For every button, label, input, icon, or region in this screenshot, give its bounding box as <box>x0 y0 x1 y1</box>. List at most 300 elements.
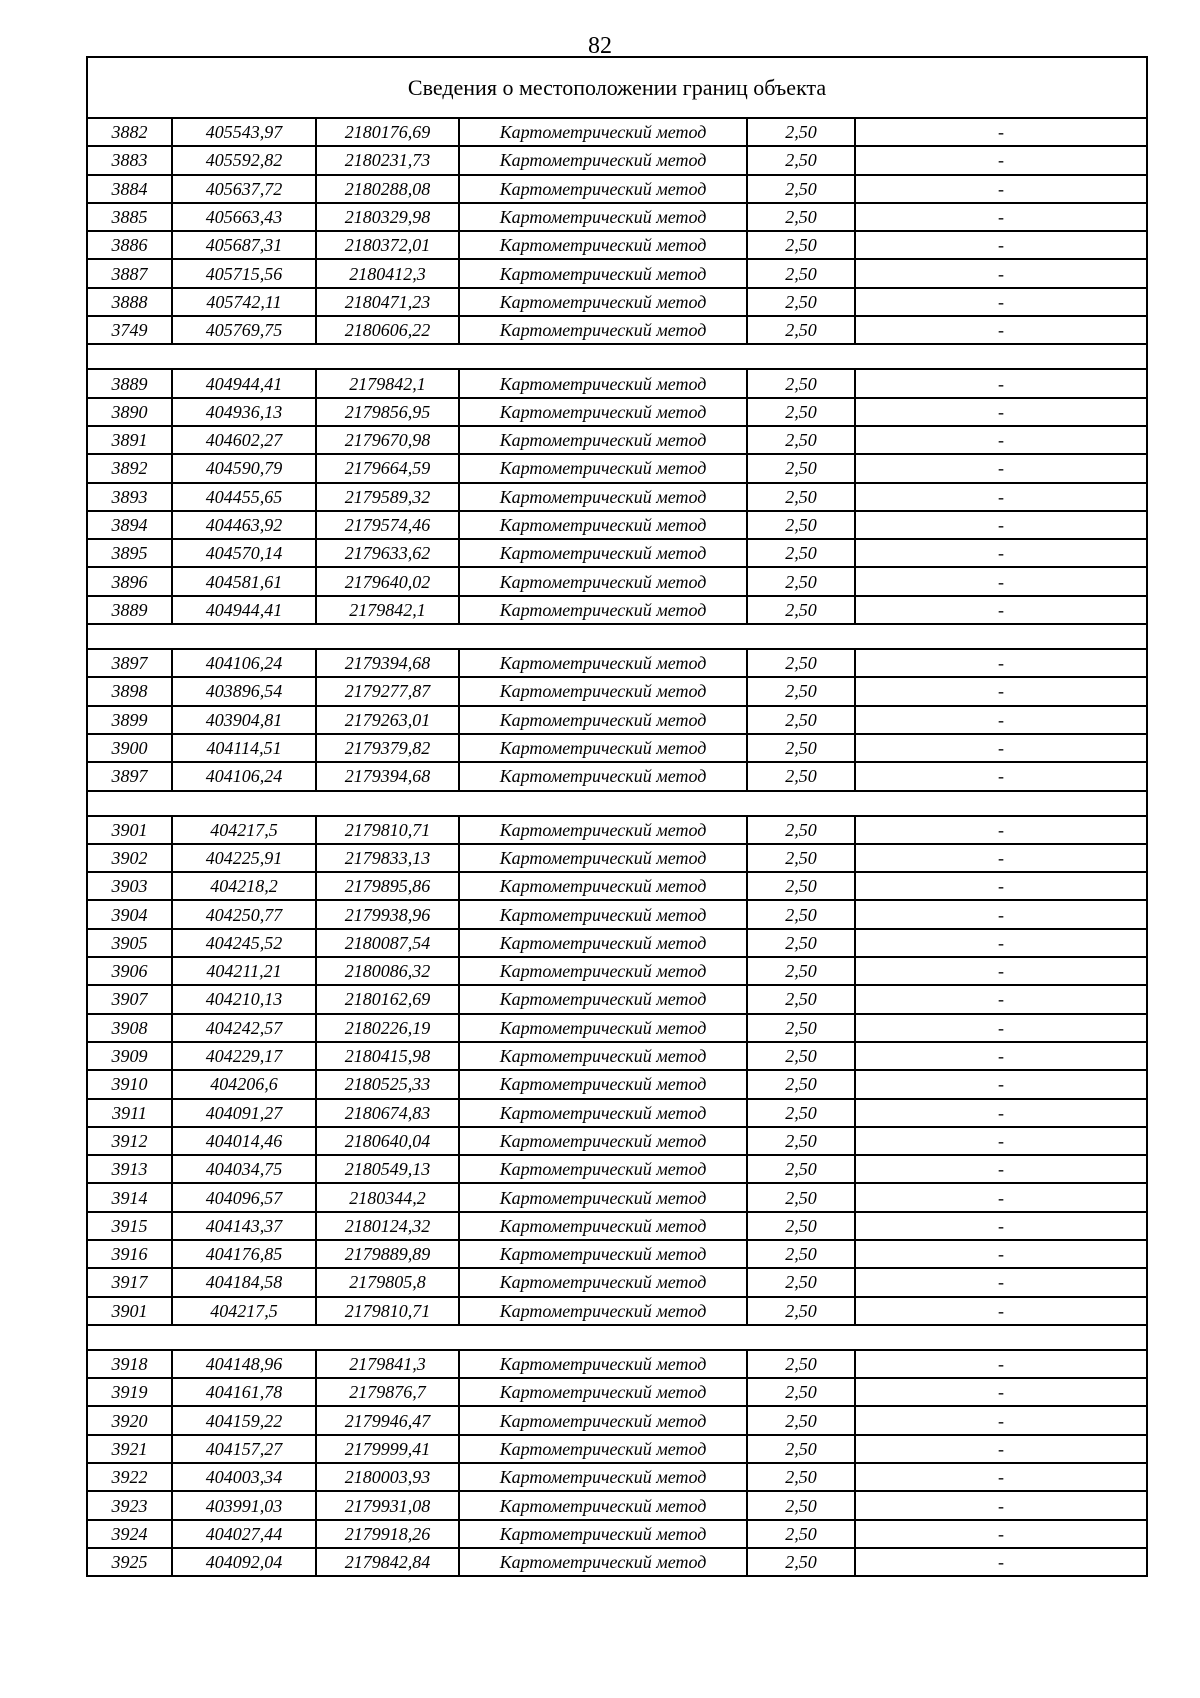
description-cell: - <box>855 1127 1147 1155</box>
determination-method-cell: Картометрический метод <box>459 762 747 790</box>
y-coordinate-cell: 2179805,8 <box>316 1268 459 1296</box>
x-coordinate-cell: 404106,24 <box>172 649 316 677</box>
table-title-row <box>87 57 1147 118</box>
x-coordinate-cell: 404096,57 <box>172 1183 316 1211</box>
accuracy-cell: 2,50 <box>747 175 855 203</box>
point-number-cell: 3923 <box>87 1491 172 1519</box>
description-cell: - <box>855 816 1147 844</box>
accuracy-cell: 2,50 <box>747 1099 855 1127</box>
y-coordinate-cell: 2179810,71 <box>316 1297 459 1325</box>
determination-method-cell: Картометрический метод <box>459 1297 747 1325</box>
description-cell: - <box>855 844 1147 872</box>
x-coordinate-cell: 404944,41 <box>172 596 316 624</box>
table-row <box>87 844 1147 872</box>
table-row <box>87 1378 1147 1406</box>
point-number-cell: 3917 <box>87 1268 172 1296</box>
x-coordinate-cell: 404581,61 <box>172 567 316 595</box>
determination-method-cell: Картометрический метод <box>459 175 747 203</box>
accuracy-cell: 2,50 <box>747 872 855 900</box>
accuracy-cell: 2,50 <box>747 1297 855 1325</box>
description-cell: - <box>855 1406 1147 1434</box>
accuracy-cell: 2,50 <box>747 1070 855 1098</box>
description-cell: - <box>855 567 1147 595</box>
point-number-cell: 3749 <box>87 316 172 344</box>
table-row <box>87 1435 1147 1463</box>
separator-row <box>87 791 1147 816</box>
x-coordinate-cell: 405543,97 <box>172 118 316 146</box>
y-coordinate-cell: 2180226,19 <box>316 1014 459 1042</box>
point-number-cell: 3922 <box>87 1463 172 1491</box>
table-row <box>87 1406 1147 1434</box>
table-row <box>87 929 1147 957</box>
determination-method-cell: Картометрический метод <box>459 1099 747 1127</box>
determination-method-cell: Картометрический метод <box>459 816 747 844</box>
y-coordinate-cell: 2180087,54 <box>316 929 459 957</box>
description-cell: - <box>855 1014 1147 1042</box>
accuracy-cell: 2,50 <box>747 734 855 762</box>
accuracy-cell: 2,50 <box>747 567 855 595</box>
y-coordinate-cell: 2179574,46 <box>316 511 459 539</box>
point-number-cell: 3910 <box>87 1070 172 1098</box>
point-number-cell: 3908 <box>87 1014 172 1042</box>
accuracy-cell: 2,50 <box>747 426 855 454</box>
table-row <box>87 567 1147 595</box>
determination-method-cell: Картометрический метод <box>459 1520 747 1548</box>
point-number-cell: 3890 <box>87 398 172 426</box>
determination-method-cell: Картометрический метод <box>459 369 747 397</box>
y-coordinate-cell: 2180412,3 <box>316 259 459 287</box>
point-number-cell: 3884 <box>87 175 172 203</box>
accuracy-cell: 2,50 <box>747 1212 855 1240</box>
x-coordinate-cell: 403896,54 <box>172 677 316 705</box>
y-coordinate-cell: 2180606,22 <box>316 316 459 344</box>
determination-method-cell: Картометрический метод <box>459 929 747 957</box>
table-row <box>87 259 1147 287</box>
point-number-cell: 3888 <box>87 288 172 316</box>
x-coordinate-cell: 404176,85 <box>172 1240 316 1268</box>
table-row <box>87 1520 1147 1548</box>
point-number-cell: 3901 <box>87 816 172 844</box>
x-coordinate-cell: 404143,37 <box>172 1212 316 1240</box>
y-coordinate-cell: 2179633,62 <box>316 539 459 567</box>
determination-method-cell: Картометрический метод <box>459 259 747 287</box>
description-cell: - <box>855 1268 1147 1296</box>
determination-method-cell: Картометрический метод <box>459 1435 747 1463</box>
determination-method-cell: Картометрический метод <box>459 483 747 511</box>
determination-method-cell: Картометрический метод <box>459 649 747 677</box>
description-cell: - <box>855 1548 1147 1576</box>
y-coordinate-cell: 2179277,87 <box>316 677 459 705</box>
y-coordinate-cell: 2180549,13 <box>316 1155 459 1183</box>
determination-method-cell: Картометрический метод <box>459 677 747 705</box>
point-number-cell: 3889 <box>87 369 172 397</box>
description-cell: - <box>855 483 1147 511</box>
description-cell: - <box>855 1435 1147 1463</box>
table-row <box>87 398 1147 426</box>
point-number-cell: 3919 <box>87 1378 172 1406</box>
y-coordinate-cell: 2179810,71 <box>316 816 459 844</box>
accuracy-cell: 2,50 <box>747 1350 855 1378</box>
y-coordinate-cell: 2180471,23 <box>316 288 459 316</box>
description-cell: - <box>855 1491 1147 1519</box>
description-cell: - <box>855 369 1147 397</box>
determination-method-cell: Картометрический метод <box>459 1463 747 1491</box>
y-coordinate-cell: 2180086,32 <box>316 957 459 985</box>
table-row <box>87 1042 1147 1070</box>
x-coordinate-cell: 404229,17 <box>172 1042 316 1070</box>
accuracy-cell: 2,50 <box>747 706 855 734</box>
accuracy-cell: 2,50 <box>747 1042 855 1070</box>
determination-method-cell: Картометрический метод <box>459 146 747 174</box>
y-coordinate-cell: 2179938,96 <box>316 900 459 928</box>
table-row <box>87 511 1147 539</box>
accuracy-cell: 2,50 <box>747 844 855 872</box>
determination-method-cell: Картометрический метод <box>459 1070 747 1098</box>
point-number-cell: 3904 <box>87 900 172 928</box>
point-number-cell: 3899 <box>87 706 172 734</box>
accuracy-cell: 2,50 <box>747 539 855 567</box>
x-coordinate-cell: 404157,27 <box>172 1435 316 1463</box>
x-coordinate-cell: 404106,24 <box>172 762 316 790</box>
table-row <box>87 706 1147 734</box>
point-number-cell: 3909 <box>87 1042 172 1070</box>
y-coordinate-cell: 2179670,98 <box>316 426 459 454</box>
x-coordinate-cell: 405715,56 <box>172 259 316 287</box>
y-coordinate-cell: 2179876,7 <box>316 1378 459 1406</box>
table-body <box>87 57 1147 1576</box>
y-coordinate-cell: 2180176,69 <box>316 118 459 146</box>
x-coordinate-cell: 404242,57 <box>172 1014 316 1042</box>
y-coordinate-cell: 2180640,04 <box>316 1127 459 1155</box>
table-row <box>87 288 1147 316</box>
table-row <box>87 483 1147 511</box>
x-coordinate-cell: 404092,04 <box>172 1548 316 1576</box>
x-coordinate-cell: 405687,31 <box>172 231 316 259</box>
x-coordinate-cell: 404210,13 <box>172 985 316 1013</box>
determination-method-cell: Картометрический метод <box>459 1155 747 1183</box>
point-number-cell: 3897 <box>87 762 172 790</box>
accuracy-cell: 2,50 <box>747 677 855 705</box>
table-row <box>87 1463 1147 1491</box>
accuracy-cell: 2,50 <box>747 1183 855 1211</box>
point-number-cell: 3900 <box>87 734 172 762</box>
determination-method-cell: Картометрический метод <box>459 1014 747 1042</box>
y-coordinate-cell: 2179842,1 <box>316 369 459 397</box>
description-cell: - <box>855 146 1147 174</box>
determination-method-cell: Картометрический метод <box>459 957 747 985</box>
y-coordinate-cell: 2179664,59 <box>316 454 459 482</box>
x-coordinate-cell: 404206,6 <box>172 1070 316 1098</box>
determination-method-cell: Картометрический метод <box>459 844 747 872</box>
description-cell: - <box>855 985 1147 1013</box>
table-row <box>87 985 1147 1013</box>
description-cell: - <box>855 1183 1147 1211</box>
point-number-cell: 3906 <box>87 957 172 985</box>
accuracy-cell: 2,50 <box>747 596 855 624</box>
point-number-cell: 3883 <box>87 146 172 174</box>
separator-cell <box>87 344 1147 369</box>
description-cell: - <box>855 1155 1147 1183</box>
x-coordinate-cell: 404211,21 <box>172 957 316 985</box>
table-row <box>87 369 1147 397</box>
x-coordinate-cell: 404570,14 <box>172 539 316 567</box>
description-cell: - <box>855 1350 1147 1378</box>
determination-method-cell: Картометрический метод <box>459 118 747 146</box>
description-cell: - <box>855 872 1147 900</box>
table-row <box>87 1548 1147 1576</box>
x-coordinate-cell: 404148,96 <box>172 1350 316 1378</box>
point-number-cell: 3896 <box>87 567 172 595</box>
table-row <box>87 1127 1147 1155</box>
accuracy-cell: 2,50 <box>747 985 855 1013</box>
x-coordinate-cell: 404217,5 <box>172 1297 316 1325</box>
y-coordinate-cell: 2179589,32 <box>316 483 459 511</box>
accuracy-cell: 2,50 <box>747 146 855 174</box>
description-cell: - <box>855 1297 1147 1325</box>
table-row <box>87 1155 1147 1183</box>
separator-cell <box>87 791 1147 816</box>
x-coordinate-cell: 403904,81 <box>172 706 316 734</box>
point-number-cell: 3916 <box>87 1240 172 1268</box>
y-coordinate-cell: 2179833,13 <box>316 844 459 872</box>
y-coordinate-cell: 2179640,02 <box>316 567 459 595</box>
accuracy-cell: 2,50 <box>747 454 855 482</box>
x-coordinate-cell: 404027,44 <box>172 1520 316 1548</box>
point-number-cell: 3921 <box>87 1435 172 1463</box>
description-cell: - <box>855 426 1147 454</box>
determination-method-cell: Картометрический метод <box>459 1378 747 1406</box>
accuracy-cell: 2,50 <box>747 1520 855 1548</box>
determination-method-cell: Картометрический метод <box>459 288 747 316</box>
determination-method-cell: Картометрический метод <box>459 1127 747 1155</box>
table-row <box>87 957 1147 985</box>
point-number-cell: 3901 <box>87 1297 172 1325</box>
y-coordinate-cell: 2179946,47 <box>316 1406 459 1434</box>
description-cell: - <box>855 1520 1147 1548</box>
accuracy-cell: 2,50 <box>747 203 855 231</box>
point-number-cell: 3891 <box>87 426 172 454</box>
determination-method-cell: Картометрический метод <box>459 1548 747 1576</box>
accuracy-cell: 2,50 <box>747 316 855 344</box>
description-cell: - <box>855 118 1147 146</box>
accuracy-cell: 2,50 <box>747 1240 855 1268</box>
determination-method-cell: Картометрический метод <box>459 985 747 1013</box>
point-number-cell: 3907 <box>87 985 172 1013</box>
point-number-cell: 3885 <box>87 203 172 231</box>
accuracy-cell: 2,50 <box>747 1463 855 1491</box>
point-number-cell: 3895 <box>87 539 172 567</box>
description-cell: - <box>855 231 1147 259</box>
separator-cell <box>87 1325 1147 1350</box>
y-coordinate-cell: 2179895,86 <box>316 872 459 900</box>
point-number-cell: 3925 <box>87 1548 172 1576</box>
description-cell: - <box>855 539 1147 567</box>
determination-method-cell: Картометрический метод <box>459 539 747 567</box>
point-number-cell: 3913 <box>87 1155 172 1183</box>
x-coordinate-cell: 405637,72 <box>172 175 316 203</box>
determination-method-cell: Картометрический метод <box>459 900 747 928</box>
x-coordinate-cell: 404455,65 <box>172 483 316 511</box>
point-number-cell: 3887 <box>87 259 172 287</box>
x-coordinate-cell: 404034,75 <box>172 1155 316 1183</box>
table-row <box>87 816 1147 844</box>
table-row <box>87 677 1147 705</box>
description-cell: - <box>855 398 1147 426</box>
accuracy-cell: 2,50 <box>747 957 855 985</box>
description-cell: - <box>855 1042 1147 1070</box>
table-row <box>87 203 1147 231</box>
description-cell: - <box>855 454 1147 482</box>
point-number-cell: 3889 <box>87 596 172 624</box>
determination-method-cell: Картометрический метод <box>459 1212 747 1240</box>
table-row <box>87 1070 1147 1098</box>
point-number-cell: 3918 <box>87 1350 172 1378</box>
y-coordinate-cell: 2179999,41 <box>316 1435 459 1463</box>
page-number: 82 <box>588 33 612 59</box>
y-coordinate-cell: 2179842,84 <box>316 1548 459 1576</box>
table-row <box>87 1350 1147 1378</box>
table-row <box>87 900 1147 928</box>
determination-method-cell: Картометрический метод <box>459 426 747 454</box>
table-row <box>87 175 1147 203</box>
x-coordinate-cell: 404463,92 <box>172 511 316 539</box>
accuracy-cell: 2,50 <box>747 1268 855 1296</box>
description-cell: - <box>855 1070 1147 1098</box>
x-coordinate-cell: 403991,03 <box>172 1491 316 1519</box>
point-number-cell: 3914 <box>87 1183 172 1211</box>
determination-method-cell: Картометрический метод <box>459 706 747 734</box>
x-coordinate-cell: 404091,27 <box>172 1099 316 1127</box>
y-coordinate-cell: 2180288,08 <box>316 175 459 203</box>
x-coordinate-cell: 404590,79 <box>172 454 316 482</box>
accuracy-cell: 2,50 <box>747 1378 855 1406</box>
accuracy-cell: 2,50 <box>747 649 855 677</box>
point-number-cell: 3924 <box>87 1520 172 1548</box>
x-coordinate-cell: 404225,91 <box>172 844 316 872</box>
determination-method-cell: Картометрический метод <box>459 203 747 231</box>
table-row <box>87 1491 1147 1519</box>
table-row <box>87 1183 1147 1211</box>
table-row <box>87 539 1147 567</box>
y-coordinate-cell: 2180162,69 <box>316 985 459 1013</box>
accuracy-cell: 2,50 <box>747 259 855 287</box>
y-coordinate-cell: 2180231,73 <box>316 146 459 174</box>
x-coordinate-cell: 405663,43 <box>172 203 316 231</box>
table-row <box>87 1099 1147 1127</box>
y-coordinate-cell: 2179931,08 <box>316 1491 459 1519</box>
determination-method-cell: Картометрический метод <box>459 596 747 624</box>
y-coordinate-cell: 2180415,98 <box>316 1042 459 1070</box>
point-number-cell: 3920 <box>87 1406 172 1434</box>
description-cell: - <box>855 734 1147 762</box>
point-number-cell: 3905 <box>87 929 172 957</box>
table-row <box>87 1212 1147 1240</box>
determination-method-cell: Картометрический метод <box>459 454 747 482</box>
table-row <box>87 1268 1147 1296</box>
point-number-cell: 3903 <box>87 872 172 900</box>
table-row <box>87 1297 1147 1325</box>
accuracy-cell: 2,50 <box>747 398 855 426</box>
description-cell: - <box>855 900 1147 928</box>
separator-row <box>87 1325 1147 1350</box>
table-row <box>87 872 1147 900</box>
point-number-cell: 3892 <box>87 454 172 482</box>
description-cell: - <box>855 706 1147 734</box>
accuracy-cell: 2,50 <box>747 1127 855 1155</box>
x-coordinate-cell: 404003,34 <box>172 1463 316 1491</box>
table-row <box>87 426 1147 454</box>
point-number-cell: 3912 <box>87 1127 172 1155</box>
table-row <box>87 762 1147 790</box>
accuracy-cell: 2,50 <box>747 816 855 844</box>
y-coordinate-cell: 2179918,26 <box>316 1520 459 1548</box>
point-number-cell: 3911 <box>87 1099 172 1127</box>
separator-cell <box>87 624 1147 649</box>
x-coordinate-cell: 404217,5 <box>172 816 316 844</box>
description-cell: - <box>855 259 1147 287</box>
accuracy-cell: 2,50 <box>747 900 855 928</box>
table-row <box>87 146 1147 174</box>
x-coordinate-cell: 405592,82 <box>172 146 316 174</box>
x-coordinate-cell: 404944,41 <box>172 369 316 397</box>
table-row <box>87 231 1147 259</box>
y-coordinate-cell: 2179394,68 <box>316 649 459 677</box>
table-row <box>87 1014 1147 1042</box>
accuracy-cell: 2,50 <box>747 1155 855 1183</box>
y-coordinate-cell: 2180525,33 <box>316 1070 459 1098</box>
x-coordinate-cell: 404159,22 <box>172 1406 316 1434</box>
point-number-cell: 3897 <box>87 649 172 677</box>
determination-method-cell: Картометрический метод <box>459 734 747 762</box>
point-number-cell: 3886 <box>87 231 172 259</box>
description-cell: - <box>855 1212 1147 1240</box>
separator-row <box>87 624 1147 649</box>
description-cell: - <box>855 762 1147 790</box>
point-number-cell: 3915 <box>87 1212 172 1240</box>
y-coordinate-cell: 2179379,82 <box>316 734 459 762</box>
x-coordinate-cell: 404114,51 <box>172 734 316 762</box>
description-cell: - <box>855 511 1147 539</box>
determination-method-cell: Картометрический метод <box>459 1240 747 1268</box>
y-coordinate-cell: 2179856,95 <box>316 398 459 426</box>
table-row <box>87 734 1147 762</box>
boundary-coordinates-table <box>86 56 1148 1577</box>
description-cell: - <box>855 1240 1147 1268</box>
point-number-cell: 3882 <box>87 118 172 146</box>
description-cell: - <box>855 957 1147 985</box>
description-cell: - <box>855 649 1147 677</box>
accuracy-cell: 2,50 <box>747 762 855 790</box>
x-coordinate-cell: 404184,58 <box>172 1268 316 1296</box>
description-cell: - <box>855 203 1147 231</box>
x-coordinate-cell: 405769,75 <box>172 316 316 344</box>
table-row <box>87 454 1147 482</box>
accuracy-cell: 2,50 <box>747 369 855 397</box>
accuracy-cell: 2,50 <box>747 288 855 316</box>
y-coordinate-cell: 2180329,98 <box>316 203 459 231</box>
y-coordinate-cell: 2179842,1 <box>316 596 459 624</box>
determination-method-cell: Картометрический метод <box>459 231 747 259</box>
description-cell: - <box>855 1099 1147 1127</box>
description-cell: - <box>855 175 1147 203</box>
accuracy-cell: 2,50 <box>747 1435 855 1463</box>
x-coordinate-cell: 405742,11 <box>172 288 316 316</box>
point-number-cell: 3902 <box>87 844 172 872</box>
determination-method-cell: Картометрический метод <box>459 1042 747 1070</box>
description-cell: - <box>855 596 1147 624</box>
table-row <box>87 118 1147 146</box>
y-coordinate-cell: 2180372,01 <box>316 231 459 259</box>
